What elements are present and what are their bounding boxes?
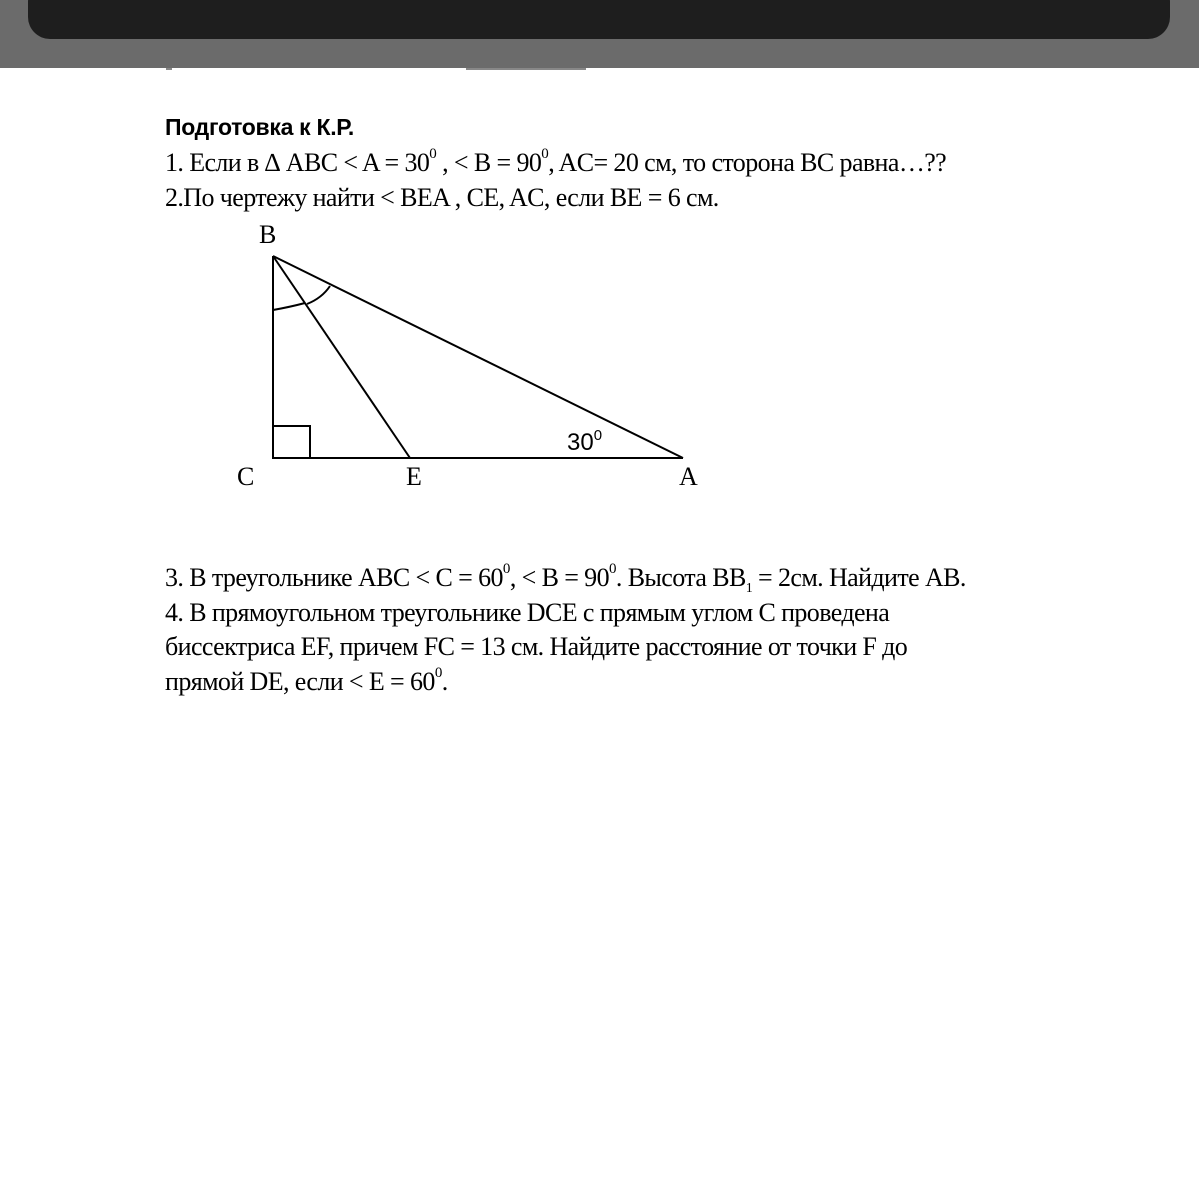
vertex-label-c: C bbox=[237, 462, 255, 491]
vertex-label-b: B bbox=[259, 220, 277, 249]
segment-be bbox=[273, 256, 410, 458]
side-ba bbox=[273, 256, 683, 458]
vertex-label-a: A bbox=[679, 462, 698, 491]
right-angle-mark bbox=[273, 426, 310, 458]
task-4-line-1: 4. В прямоугольном треугольнике DCE с прямым углом C проведена bbox=[165, 598, 890, 627]
task-2: 2.По чертежу найти < BEA , CE, AC, если BE = 6 см. bbox=[165, 183, 719, 212]
scan-remnant bbox=[166, 68, 586, 72]
worksheet-heading: Подготовка к К.Р. bbox=[165, 114, 354, 140]
angle-degree: 0 bbox=[593, 427, 603, 444]
task-1: 1. Если в ∆ ABC < $A = 30^0$ , < $B = 90^0$, AC= 20 см, то сторона BC равна…?? bbox=[165, 146, 947, 177]
angle-value: 30 bbox=[567, 429, 594, 456]
browser-toolbar bbox=[0, 0, 1199, 68]
task-3: 3. В треугольнике ABC < $C = 60^0$, < $B = 90^0$. Высота $BB_1 = 2см$. Найдите AB. bbox=[165, 561, 966, 597]
angle-arc-eba bbox=[307, 286, 330, 304]
task-4-line-3: прямой DE, если < $E = 60^0$. bbox=[165, 665, 448, 696]
vertex-label-e: E bbox=[406, 462, 422, 491]
triangle-figure bbox=[225, 218, 725, 498]
angle-arc-cbe bbox=[273, 303, 305, 310]
task-4-line-2: биссектриса EF, причем FC = 13 см. Найдите расстояние от точки F до bbox=[165, 632, 908, 661]
angle-label-a bbox=[567, 427, 602, 456]
address-bar[interactable] bbox=[28, 0, 1170, 39]
